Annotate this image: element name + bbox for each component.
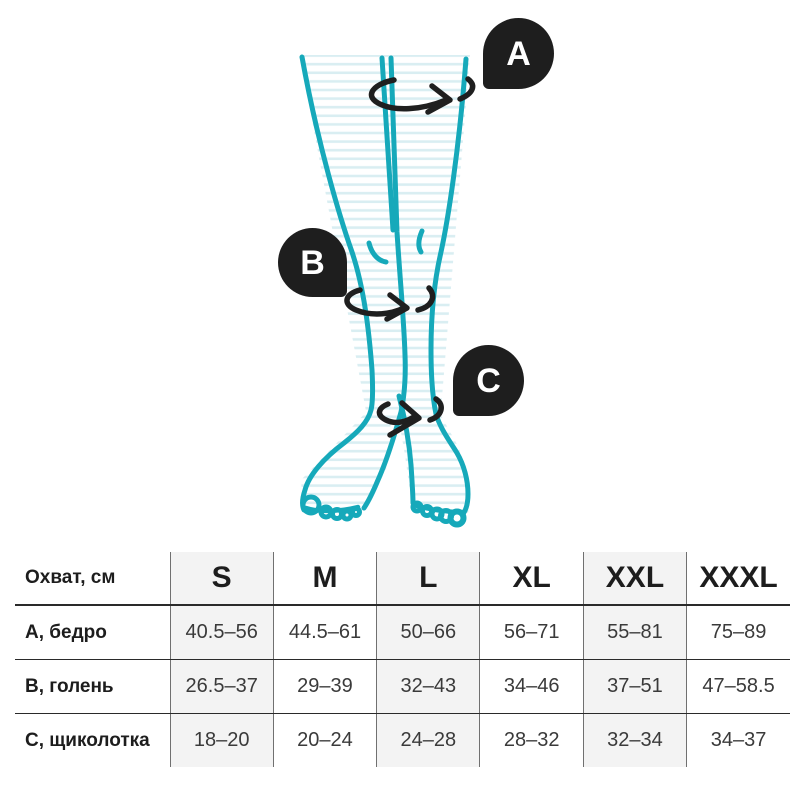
cell-value: 26.5–37 — [170, 660, 273, 714]
size-header-xl: XL — [480, 552, 583, 605]
cell-value: 56–71 — [480, 605, 583, 660]
table-row — [15, 660, 790, 714]
cell-value: 34–37 — [687, 714, 790, 768]
marker-c — [453, 345, 524, 416]
size-header-xxl: XXL — [583, 552, 686, 605]
size-header-l: L — [377, 552, 480, 605]
cell-value: 37–51 — [583, 660, 686, 714]
size-table-body — [15, 605, 790, 767]
row-label: В, голень — [15, 660, 170, 714]
marker-a — [483, 18, 554, 89]
cell-value: 47–58.5 — [687, 660, 790, 714]
table-corner-label: Охват, см — [15, 552, 170, 605]
header-row — [15, 552, 790, 605]
cell-value: 20–24 — [273, 714, 376, 768]
cell-value: 55–81 — [583, 605, 686, 660]
table-row — [15, 714, 790, 768]
marker-c-letter: C — [476, 361, 501, 400]
marker-b — [278, 228, 347, 297]
cell-value: 18–20 — [170, 714, 273, 768]
row-label: С, щиколотка — [15, 714, 170, 768]
cell-value: 75–89 — [687, 605, 790, 660]
cell-value: 40.5–56 — [170, 605, 273, 660]
size-header-m: M — [273, 552, 376, 605]
cell-value: 32–43 — [377, 660, 480, 714]
size-table-header — [15, 552, 790, 605]
cell-value: 34–46 — [480, 660, 583, 714]
marker-a-letter: A — [506, 34, 531, 73]
size-header-s: S — [170, 552, 273, 605]
size-header-xxxl: XXXL — [687, 552, 790, 605]
cell-value: 32–34 — [583, 714, 686, 768]
size-table — [15, 552, 790, 767]
row-label: А, бедро — [15, 605, 170, 660]
cell-value: 28–32 — [480, 714, 583, 768]
cell-value: 50–66 — [377, 605, 480, 660]
marker-b-letter: B — [300, 243, 325, 282]
cell-value: 29–39 — [273, 660, 376, 714]
cell-value: 24–28 — [377, 714, 480, 768]
cell-value: 44.5–61 — [273, 605, 376, 660]
table-row — [15, 605, 790, 660]
